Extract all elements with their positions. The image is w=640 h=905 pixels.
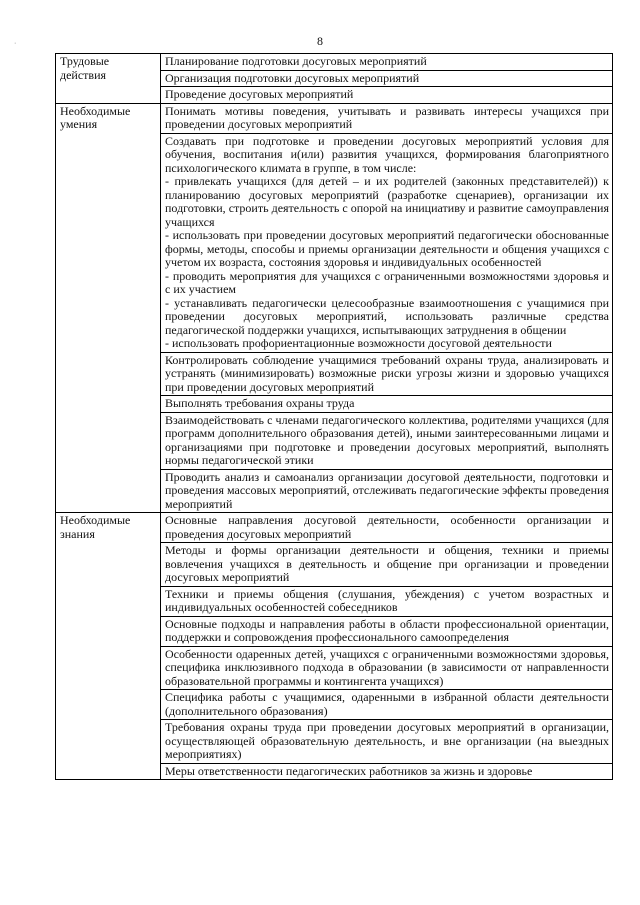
requirement-text: Понимать мотивы поведения, учитывать и развивать интересы учащихся при проведении досуговых мероприятий — [165, 103, 609, 131]
table-row — [56, 54, 613, 71]
requirement-cell — [161, 87, 613, 104]
requirement-cell — [161, 396, 613, 413]
requirement-cell — [161, 586, 613, 616]
qualification-table — [55, 53, 613, 780]
requirement-cell — [161, 616, 613, 646]
requirement-cell — [161, 412, 613, 469]
requirement-cell — [161, 70, 613, 87]
requirement-cell — [161, 763, 613, 780]
requirement-text: Особенности одаренных детей, учащихся с ограниченными возможностями здоровья, специфика инклюзивного подхода в образовании (в зависимости от направленности образовательной программы и контингента учащихся) — [165, 646, 609, 688]
requirement-text: Взаимодействовать с членами педагогического коллектива, родителями учащихся (для программ дополнительного образования детей), иными заинтересованными лицами и организациями при подготовке и проведении досуговых мероприятий, выполнять нормы педагогической этики — [165, 412, 609, 467]
requirement-cell — [161, 469, 613, 513]
requirement-text: Методы и формы организации деятельности и общения, техники и приемы вовлечения учащихся в деятельность и общение при организации и проведении досуговых мероприятий — [165, 543, 609, 584]
requirement-cell — [161, 646, 613, 690]
section-label: Необходимые знания — [56, 513, 161, 780]
requirement-text: Создавать при подготовке и проведении досуговых мероприятий условия для обучения, воспитания и(или) развития учащихся, формирования благоприятного психологического климата в группе, в том числе: — [165, 133, 609, 175]
requirement-text: Специфика работы с учащимися, одаренными в избранной области деятельности (дополнительного образования) — [165, 690, 609, 718]
section-label: Трудовые действия — [56, 54, 161, 104]
page-number: 8 — [317, 34, 323, 48]
requirement-text: Основные направления досуговой деятельности, особенности организации и проведения досуговых мероприятий — [165, 513, 609, 541]
requirement-text: Основные подходы и направления работы в области профессиональной ориентации, поддержки и сопровождения профессионального самоопределения — [165, 616, 609, 644]
requirement-bullet: - использовать при проведении досуговых мероприятий педагогически обоснованные формы, методы, способы и приемы организации деятельности и общения учащихся с учетом их возраста, состояния здоровья и индивидуальных особенностей — [165, 228, 609, 269]
requirement-cell — [161, 103, 613, 133]
requirement-bullet: - использовать профориентационные возможности досуговой деятельности — [165, 336, 552, 350]
table-row — [56, 513, 613, 543]
requirement-cell — [161, 133, 613, 352]
requirement-text: Техники и приемы общения (слушания, убеждения) с учетом возрастных и индивидуальных особенностей собеседников — [165, 586, 609, 614]
requirement-text: Организация подготовки досуговых мероприятий — [165, 70, 420, 85]
requirement-text: Планирование подготовки досуговых мероприятий — [165, 54, 427, 68]
requirement-text: Контролировать соблюдение учащимися требований охраны труда, анализировать и устранять (минимизировать) возможные риски угрозы жизни и здоровью учащихся при проведении досуговых мероприятий — [165, 352, 609, 394]
requirement-text: Меры ответственности педагогических работников за жизнь и здоровье — [165, 763, 533, 778]
requirement-cell — [161, 352, 613, 396]
requirement-cell — [161, 543, 613, 587]
requirement-text: Требования охраны труда при проведении досуговых мероприятий в организации, осуществляющей образовательную деятельность, и вне организации (на выездных мероприятиях) — [165, 720, 609, 761]
requirement-text: Выполнять требования охраны труда — [165, 396, 355, 410]
requirement-cell — [161, 54, 613, 71]
requirement-cell — [161, 513, 613, 543]
requirement-cell — [161, 690, 613, 720]
requirement-bullet: - устанавливать педагогически целесообразные взаимоотношения с учащимися при проведении досуговых мероприятий, использовать различные средства педагогической поддержки учащихся, испытывающих затруднения в общении — [165, 295, 609, 337]
requirement-bullet: - проводить мероприятия для учащихся с ограниченными возможностями здоровья и с их участием — [165, 268, 609, 296]
section-label: Необходимые умения — [56, 103, 161, 513]
table-row — [56, 103, 613, 133]
scan-mark: · — [14, 40, 17, 47]
requirement-text: Проводить анализ и самоанализ организации досуговой деятельности, подготовки и проведения массовых мероприятий, отслеживать педагогические эффекты проведения мероприятий — [165, 469, 609, 511]
requirement-text: Проведение досуговых мероприятий — [165, 87, 354, 101]
requirement-bullet: - привлекать учащихся (для детей – и их родителей (законных представителей)) к планированию досуговых мероприятий (разработке сценариев), организации их подготовки, строить деятельность с опорой на инициативу и развитие самоуправления учащихся — [165, 174, 609, 229]
requirement-cell — [161, 720, 613, 764]
